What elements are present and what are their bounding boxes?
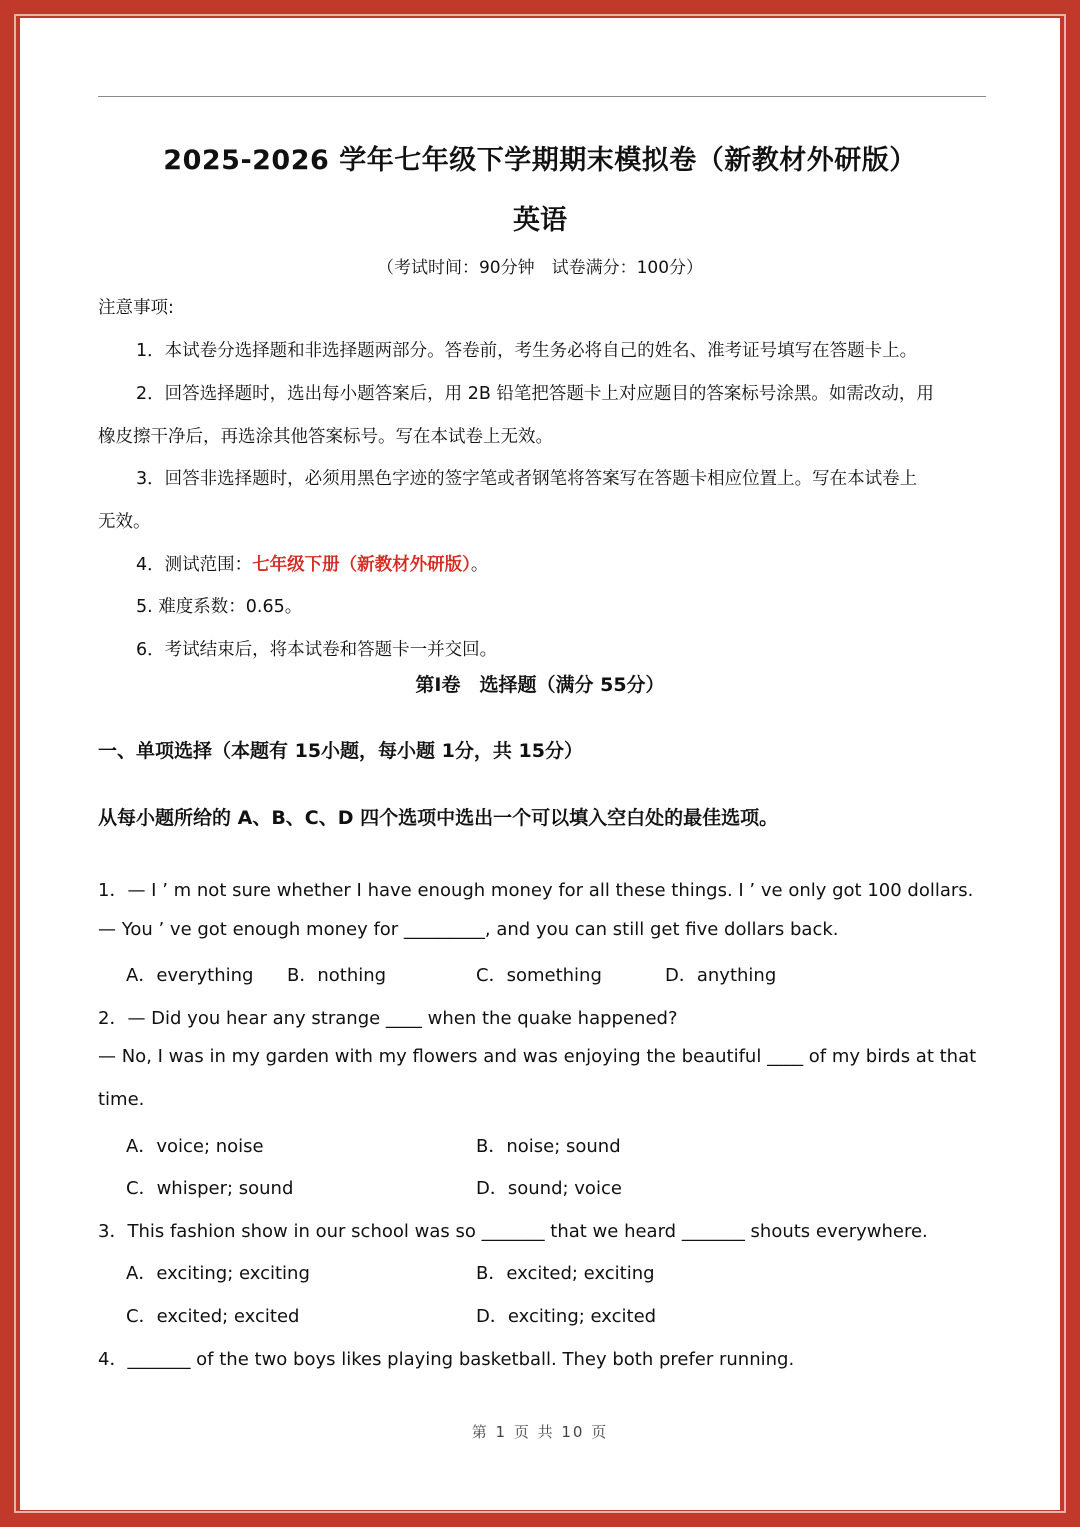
question-2-line-1: 2．— Did you hear any strange ____ when the quake happened? bbox=[98, 1008, 678, 1029]
question-3-option-c: C．excited; excited bbox=[126, 1306, 300, 1327]
section-title: 一、单项选择（本题有 15小题，每小题 1分，共 15分） bbox=[98, 740, 583, 762]
question-3-option-b: B．excited; exciting bbox=[476, 1263, 655, 1284]
notice-item-2-line-2: 橡皮擦干净后，再选涂其他答案标号。写在本试卷上无效。 bbox=[98, 427, 553, 447]
exam-page bbox=[20, 18, 1060, 1510]
question-1-option-b: B．nothing bbox=[287, 965, 387, 986]
question-3-option-a: A．exciting; exciting bbox=[126, 1263, 310, 1284]
notice-item-1: 1．本试卷分选择题和非选择题两部分。答卷前，考生务必将自己的姓名、准考证号填写在答题卡上。 bbox=[136, 341, 918, 361]
question-2-line-2: — No, I was in my garden with my flowers and was enjoying the beautiful ____ of my birds at that bbox=[98, 1046, 977, 1067]
question-1-option-a: A．everything bbox=[126, 965, 254, 986]
notice-item-4 bbox=[136, 551, 488, 576]
header-rule bbox=[98, 96, 986, 97]
notice-item-4-suffix: 。 bbox=[470, 555, 489, 575]
question-1-line-2: — You ’ ve got enough money for _________, and you can still get five dollars back. bbox=[98, 919, 839, 940]
question-2-line-3: time. bbox=[98, 1089, 145, 1110]
notice-item-5: 5. 难度系数：0.65。 bbox=[136, 597, 303, 617]
question-2-option-b: B．noise; sound bbox=[476, 1136, 621, 1157]
notice-heading: 注意事项: bbox=[98, 298, 174, 318]
question-1-option-d: D．anything bbox=[665, 965, 777, 986]
notice-item-2-line-1: 2．回答选择题时，选出每小题答案后，用 2B 铅笔把答题卡上对应题目的答案标号涂黑。如需改动，用 bbox=[136, 384, 934, 404]
question-1-option-c: C．something bbox=[476, 965, 602, 986]
question-3-option-d: D．exciting; excited bbox=[476, 1306, 657, 1327]
exam-title: 2025-2026 学年七年级下学期期末模拟卷（新教材外研版） bbox=[163, 145, 917, 176]
exam-subject: 英语 bbox=[513, 205, 567, 236]
question-2-option-c: C．whisper; sound bbox=[126, 1178, 294, 1199]
test-scope-highlight: 七年级下册（新教材外研版） bbox=[252, 555, 471, 575]
question-3-line-1: 3．This fashion show in our school was so _______ that we heard _______ shouts everywhere. bbox=[98, 1221, 928, 1242]
question-1-line-1: 1．— I ’ m not sure whether I have enough money for all these things. I ’ ve only got 100 dollars. bbox=[98, 880, 974, 901]
page-footer: 第 1 页 共 10 页 bbox=[471, 1423, 609, 1441]
exam-info: （考试时间：90分钟 试卷满分：100分） bbox=[376, 258, 704, 278]
notice-item-3-line-2: 无效。 bbox=[98, 512, 151, 532]
part1-title: 第Ⅰ卷 选择题（满分 55分） bbox=[415, 674, 665, 696]
notice-item-4-prefix: 4．测试范围： bbox=[136, 555, 253, 575]
notice-item-6: 6．考试结束后，将本试卷和答题卡一并交回。 bbox=[136, 640, 498, 660]
section-instruction: 从每小题所给的 A、B、C、D 四个选项中选出一个可以填入空白处的最佳选项。 bbox=[98, 807, 779, 829]
question-2-option-a: A．voice; noise bbox=[126, 1136, 264, 1157]
notice-item-3-line-1: 3．回答非选择题时，必须用黑色字迹的签字笔或者钢笔将答案写在答题卡相应位置上。写在本试卷上 bbox=[136, 469, 918, 489]
question-4-line-1: 4．_______ of the two boys likes playing basketball. They both prefer running. bbox=[98, 1349, 795, 1370]
question-2-option-d: D．sound; voice bbox=[476, 1178, 622, 1199]
